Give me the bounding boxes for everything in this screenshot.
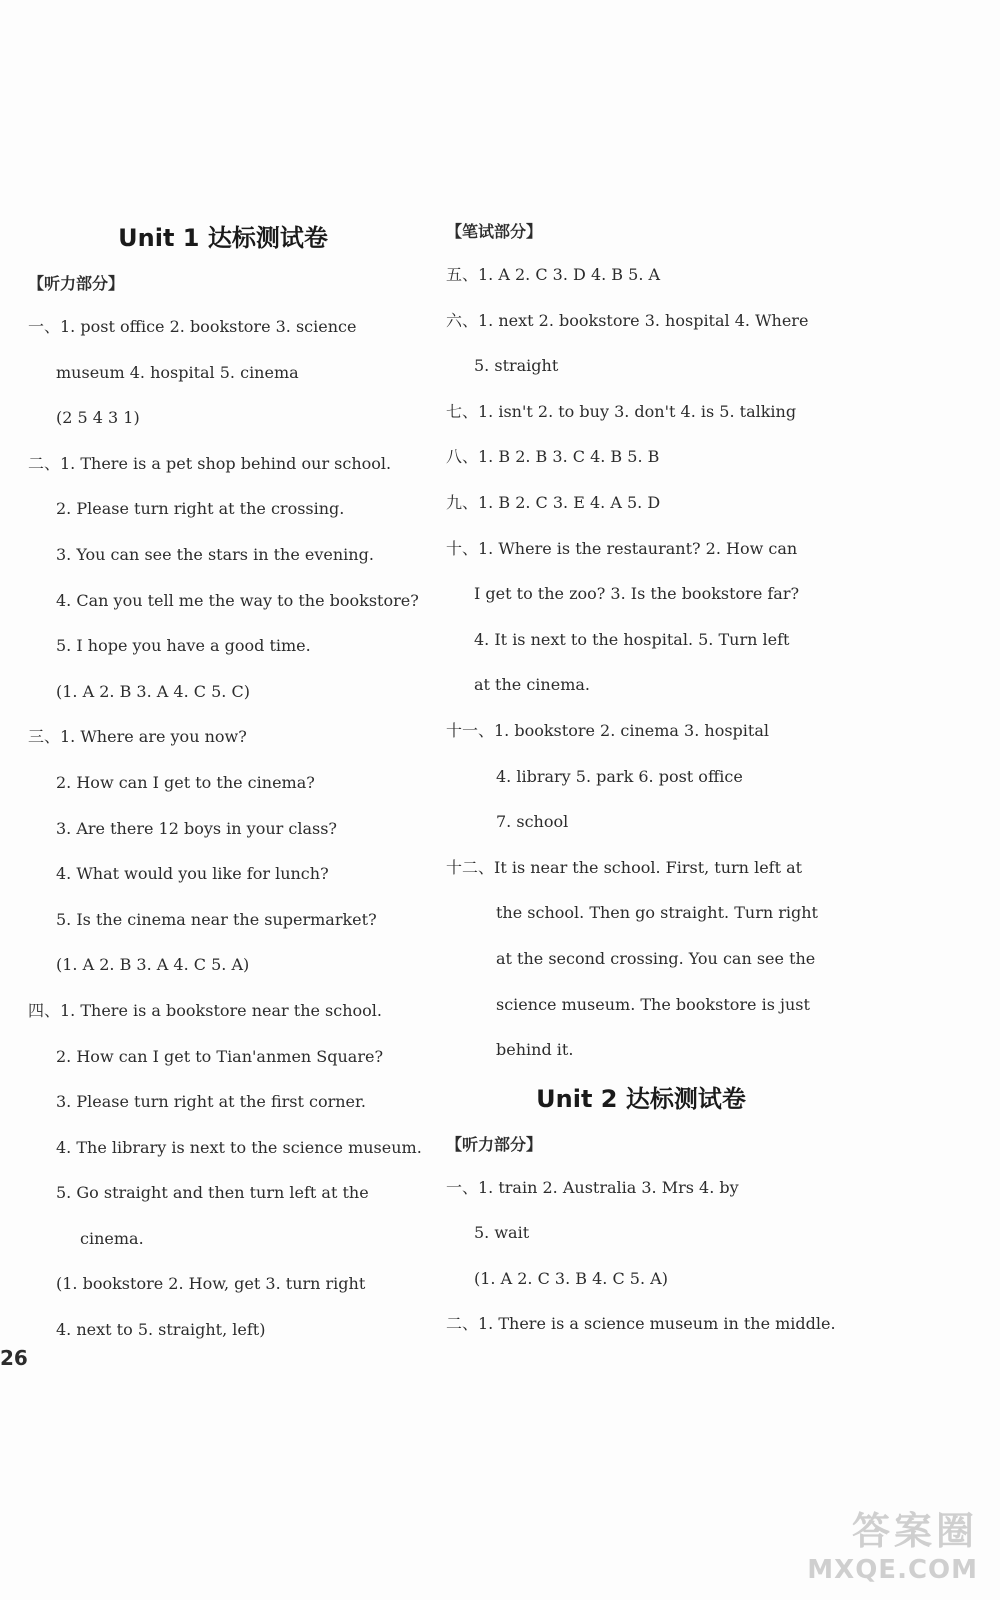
- right-column: [446, 212, 836, 1347]
- u1-q1-line: 一、1. post office 2. bookstore 3. science: [28, 317, 357, 336]
- u1-q2-line: 4. Can you tell me the way to the bookstore?: [56, 590, 419, 610]
- u1-q12-line: behind it.: [496, 1040, 574, 1060]
- u1-q9-line: 九、1. B 2. C 3. E 4. A 5. D: [446, 492, 661, 512]
- unit1-writing-heading: 【笔试部分】: [446, 222, 543, 241]
- u1-q11-line: 7. school: [496, 812, 569, 832]
- u1-q1-answers: (2 5 4 3 1): [56, 408, 140, 428]
- watermark-text: 答案圈: [851, 1509, 978, 1553]
- u1-q3-line: 4. What would you like for lunch?: [56, 864, 329, 884]
- u1-q4-line: 5. Go straight and then turn left at the: [56, 1183, 369, 1203]
- u1-q5-line: 五、1. A 2. C 3. D 4. B 5. A: [446, 265, 661, 284]
- u1-q2-line: 二、1. There is a pet shop behind our school.: [28, 453, 392, 473]
- u1-q4-line: 4. The library is next to the science museum.: [56, 1137, 422, 1157]
- u1-q12-line: 十二、It is near the school. First, turn left at: [446, 857, 803, 877]
- u1-q3-answers: (1. A 2. B 3. A 4. C 5. A): [56, 955, 250, 975]
- u1-q6-line: 六、1. next 2. bookstore 3. hospital 4. Where: [446, 310, 809, 330]
- u1-q3-line: 三、1. Where are you now?: [28, 727, 247, 747]
- u1-q2-line: 2. Please turn right at the crossing.: [56, 499, 345, 519]
- u2-q1-line: 5. wait: [474, 1223, 530, 1243]
- unit1-title: Unit 1 达标测试卷: [118, 224, 328, 252]
- u1-q4-line: 四、1. There is a bookstore near the school.: [28, 1000, 383, 1020]
- u1-q2-answers: (1. A 2. B 3. A 4. C 5. C): [56, 681, 250, 701]
- u1-q10-line: 4. It is next to the hospital. 5. Turn left: [474, 629, 790, 649]
- unit1-listening-heading: 【听力部分】: [28, 274, 125, 293]
- u1-q4-line: 3. Please turn right at the first corner.: [56, 1092, 366, 1112]
- u1-q11-line: 4. library 5. park 6. post office: [496, 766, 743, 786]
- unit2-listening-heading: 【听力部分】: [446, 1134, 543, 1154]
- u1-q4-line: 2. How can I get to Tian'anmen Square?: [56, 1046, 384, 1066]
- u1-q6-line: 5. straight: [474, 356, 559, 376]
- u1-q2-line: 5. I hope you have a good time.: [56, 636, 311, 656]
- u1-q7-line: 七、1. isn't 2. to buy 3. don't 4. is 5. talking: [446, 401, 797, 421]
- u1-q10-line: at the cinema.: [474, 675, 590, 695]
- u1-q4-answers: 4. next to 5. straight, left): [56, 1320, 266, 1340]
- u1-q10-line: 十、1. Where is the restaurant? 2. How can: [446, 538, 798, 558]
- u1-q4-line: cinema.: [80, 1228, 144, 1248]
- u1-q12-line: at the second crossing. You can see the: [496, 948, 816, 968]
- left-column: [28, 212, 422, 1353]
- u1-q3-line: 5. Is the cinema near the supermarket?: [56, 909, 377, 929]
- watermark-url: MXQE.COM: [807, 1555, 978, 1585]
- u1-q2-line: 3. You can see the stars in the evening.: [56, 544, 374, 564]
- u1-q10-line: I get to the zoo? 3. Is the bookstore far?: [474, 584, 800, 604]
- u2-q1-answers: (1. A 2. C 3. B 4. C 5. A): [474, 1268, 668, 1288]
- u1-q11-line: 十一、1. bookstore 2. cinema 3. hospital: [446, 720, 769, 740]
- u1-q3-line: 2. How can I get to the cinema?: [56, 772, 315, 792]
- u1-q8-line: 八、1. B 2. B 3. C 4. B 5. B: [446, 447, 660, 467]
- u1-q4-answers: (1. bookstore 2. How, get 3. turn right: [56, 1274, 366, 1294]
- u1-q12-line: the school. Then go straight. Turn right: [496, 903, 818, 923]
- page-number: 26: [0, 1346, 28, 1370]
- unit2-title: Unit 2 达标测试卷: [536, 1084, 746, 1113]
- u1-q12-line: science museum. The bookstore is just: [496, 994, 810, 1014]
- u2-q1-line: 一、1. train 2. Australia 3. Mrs 4. by: [446, 1177, 739, 1197]
- u1-q3-line: 3. Are there 12 boys in your class?: [56, 818, 338, 838]
- u2-q2-line: 二、1. There is a science museum in the middle.: [446, 1314, 836, 1334]
- u1-q1-line: museum 4. hospital 5. cinema: [56, 362, 299, 382]
- watermark-logo: [807, 1500, 978, 1585]
